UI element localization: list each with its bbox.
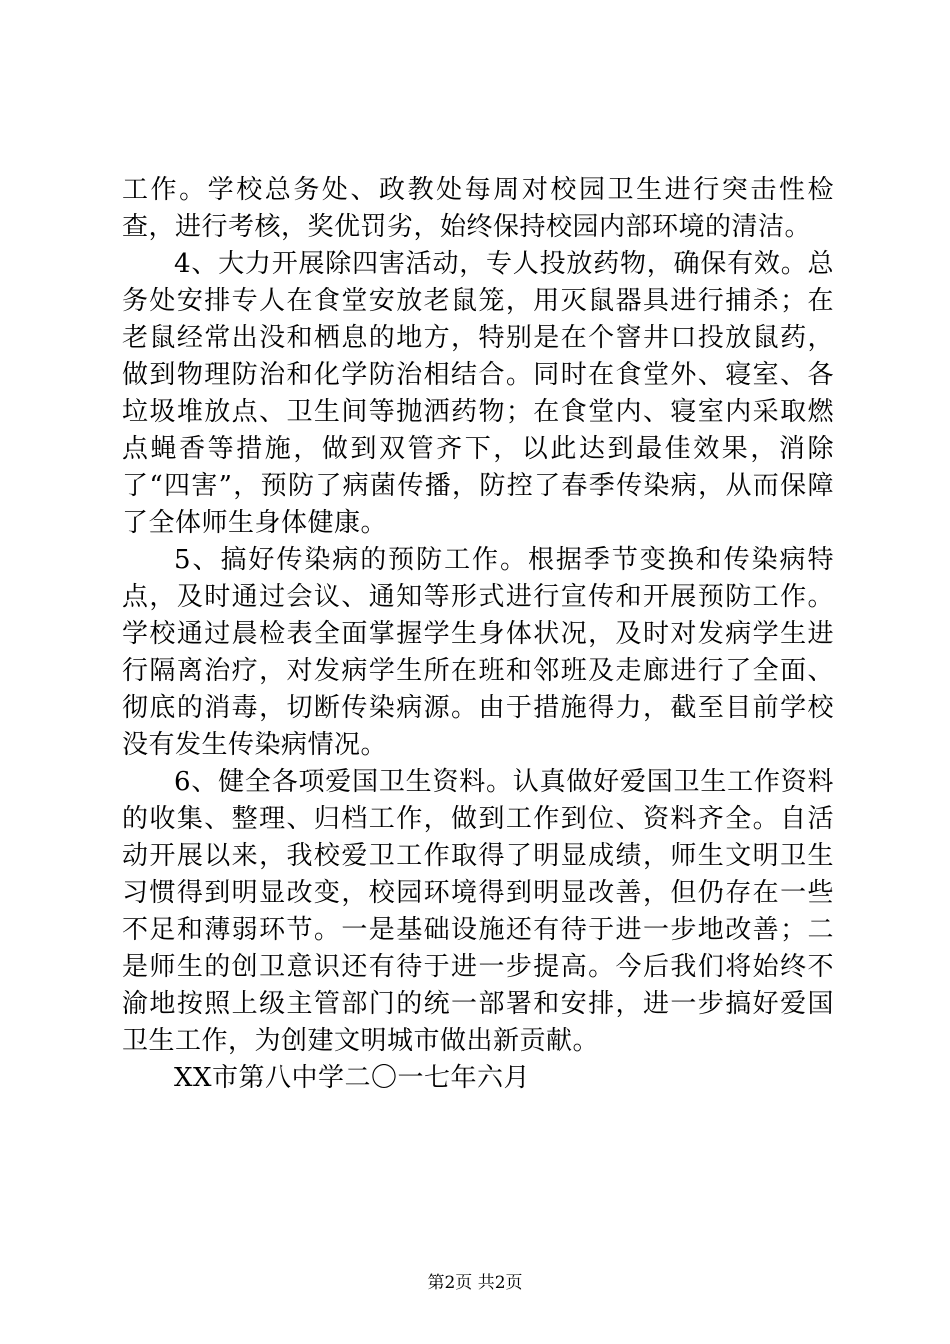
paragraph-continuation: 工作。学校总务处、政教处每周对校园卫生进行突击性检查，进行考核，奖优罚劣，始终保持校园内部环境的清洁。: [122, 175, 834, 242]
page-number-footer: 第2页 共2页: [427, 1273, 523, 1293]
document-body: [122, 172, 834, 1097]
signature-line: XX市第八中学二〇一七年六月: [174, 1063, 531, 1093]
paragraph-item-6: 6、健全各项爱国卫生资料。认真做好爱国卫生工作资料的收集、整理、归档工作，做到工作到位、资料齐全。自活动开展以来，我校爱卫工作取得了明显成绩，师生文明卫生习惯得到明显改变，校园环境得到明显改善，但仍存在一些不足和薄弱环节。一是基础设施还有待于进一步地改善；二是师生的创卫意识还有待于进一步提高。今后我们将始终不渝地按照上级主管部门的统一部署和安排，进一步搞好爱国卫生工作，为创建文明城市做出新贡献。: [122, 767, 834, 1056]
paragraph-item-4: 4、大力开展除四害活动，专人投放药物，确保有效。总务处安排专人在食堂安放老鼠笼，用灭鼠器具进行捕杀；在老鼠经常出没和栖息的地方，特别是在个窨井口投放鼠药，做到物理防治和化学防治相结合。同时在食堂外、寝室、各垃圾堆放点、卫生间等抛洒药物；在食堂内、寝室内采取燃点蝇香等措施，做到双管齐下，以此达到最佳效果，消除了“四害”，预防了病菌传播，防控了春季传染病，从而保障了全体师生身体健康。: [122, 249, 834, 538]
paragraph-item-5: 5、搞好传染病的预防工作。根据季节变换和传染病特点，及时通过会议、通知等形式进行宣传和开展预防工作。学校通过晨检表全面掌握学生身体状况，及时对发病学生进行隔离治疗，对发病学生所在班和邻班及走廊进行了全面、彻底的消毒，切断传染病源。由于措施得力，截至目前学校没有发生传染病情况。: [122, 545, 834, 760]
